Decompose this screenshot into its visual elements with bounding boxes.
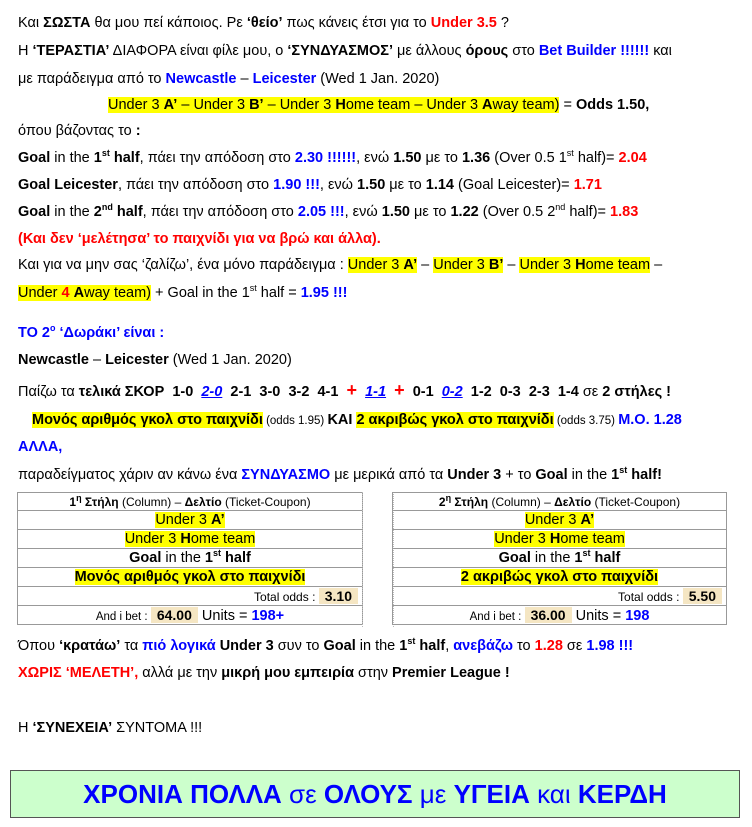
text: 1: [399, 638, 408, 654]
experience-line: [18, 664, 510, 682]
text: nd: [555, 202, 566, 213]
intro-line: [18, 14, 509, 32]
text: ΧΡΟΝΙΑ ΠΟΛΛΑ: [83, 779, 282, 809]
text: ,: [445, 638, 454, 654]
text: in the: [567, 467, 612, 483]
text: στην: [353, 665, 393, 681]
table-row: Under 3 A’: [393, 511, 727, 530]
text: :: [135, 123, 141, 139]
text: ΣΥΝΔΥΑΣΜΟ: [241, 467, 331, 483]
text: –: [650, 257, 663, 273]
text: half)=: [565, 204, 611, 220]
text: θα μου πεί κάποιος. Ρε: [90, 15, 247, 31]
text: Newcastle: [18, 352, 89, 368]
text: 2.04: [618, 150, 647, 166]
text: ‘ΤΕΡΑΣΤΙΑ’: [32, 43, 110, 59]
text: Παίζω τα: [18, 384, 79, 400]
text: Under 3: [447, 467, 502, 483]
text: –: [263, 97, 280, 113]
text: B’: [249, 97, 264, 113]
text: , πάει την απόδοση στο: [142, 204, 298, 220]
score: 1-1: [365, 384, 387, 400]
text: τελικά ΣΚΟΡ: [78, 384, 165, 400]
text: 1.50: [381, 204, 410, 220]
text: ?: [496, 15, 509, 31]
text: όπου βάζοντας το: [18, 123, 136, 139]
table-header: $1^\eta$ Στήλη (Column) – Δελτίο (Ticket-Coupon): [18, 493, 363, 511]
table-row: Under 3 Home team: [18, 530, 363, 549]
text: Under 3: [279, 97, 336, 113]
text: A’: [403, 257, 418, 273]
scores-line: [18, 381, 671, 401]
bet-row: And i bet : 36.00 Units = 198: [393, 606, 727, 625]
text: 1.28: [534, 638, 563, 654]
text: (Goal Leicester)=: [454, 177, 574, 193]
score: 3-0: [259, 384, 281, 400]
text: Under 3: [433, 257, 489, 273]
text: ΣΥΝΤΟΜΑ !!!: [112, 720, 203, 736]
text: Under: [18, 285, 62, 301]
bets-line: [32, 411, 682, 430]
text: in the: [50, 150, 94, 166]
text: H: [575, 257, 586, 273]
text: –: [503, 257, 520, 273]
combo-line: [108, 96, 649, 114]
text: 1.95 !!!: [300, 285, 348, 301]
text: 1.50: [357, 177, 386, 193]
text: –: [236, 71, 253, 87]
text: Και: [18, 15, 44, 31]
text: Η: [18, 720, 33, 736]
score: 1-4: [557, 384, 579, 400]
table-row: Under 3 A’: [18, 511, 363, 530]
text: (Wed 1 Jan. 2020): [316, 71, 440, 87]
text: , ενώ: [344, 204, 382, 220]
text: half)=: [573, 150, 619, 166]
text: , ενώ: [356, 150, 394, 166]
greeting-banner: [10, 770, 740, 818]
text: με μερικά από τα: [330, 467, 448, 483]
text: 4: [61, 285, 70, 301]
text: Μονός αριθμός γκολ στο παιχνίδι: [32, 412, 263, 428]
total-odds-row: Total odds : 5.50: [393, 587, 727, 606]
text: με: [412, 779, 454, 809]
text: αλλά με την: [138, 665, 222, 681]
text: και: [649, 43, 672, 59]
text: way team): [84, 285, 152, 301]
text: ανεβάζω: [453, 638, 513, 654]
text: , ενώ: [319, 177, 358, 193]
text: ‘ΣΥΝΕΧΕΙΑ’: [32, 720, 113, 736]
text: πιό λογικά: [142, 638, 216, 654]
text: st: [249, 283, 257, 294]
text: συν το: [273, 638, 324, 654]
text: παραδείγματος χάριν αν κάνω ένα: [18, 467, 242, 483]
where-line: [18, 122, 141, 140]
text: Η: [18, 43, 33, 59]
text: 1.14: [425, 177, 454, 193]
text: 2.30 !!!!!!: [294, 150, 357, 166]
score: 4-1: [317, 384, 339, 400]
second-gift-title: [18, 324, 164, 342]
conclusion-line: [18, 637, 633, 655]
text: Leicester: [105, 352, 169, 368]
table-row: Goal in the 1st half: [18, 549, 363, 568]
text: ome team: [345, 97, 411, 113]
match-line: [18, 70, 439, 88]
bet-row: And i bet : 64.00 Units = 198+: [18, 606, 363, 625]
text: ΔΙΑΦΟΡΑ είναι φίλε μου, ο: [109, 43, 288, 59]
text: (odds 1.95): [262, 415, 328, 427]
text: Odds 1.50,: [575, 97, 650, 113]
text: Bet Builder !!!!!!: [538, 43, 650, 59]
text: Under 3: [519, 257, 576, 273]
coupon-table-2: [392, 492, 727, 625]
but-line: ΑΛΛΑ,: [18, 439, 63, 455]
text: το: [513, 638, 535, 654]
text: με άλλους: [393, 43, 466, 59]
text: + το: [501, 467, 536, 483]
text: st: [619, 465, 628, 476]
text: –: [177, 97, 194, 113]
text: 1: [93, 150, 102, 166]
text: ‘κρατάω’: [59, 638, 121, 654]
text: 2.05 !!!: [297, 204, 345, 220]
text: + Goal in the 1: [151, 285, 250, 301]
text: μικρή μου εμπειρία: [221, 665, 354, 681]
score: 0-3: [499, 384, 521, 400]
table-header: $2^\eta$ Στήλη (Column) – Δελτίο (Ticket-Coupon): [393, 493, 727, 511]
text: Μ.Ο. 1.28: [618, 412, 682, 428]
text: με παράδειγμα από το: [18, 71, 166, 87]
score: 3-2: [288, 384, 310, 400]
text: Goal Leicester: [18, 177, 118, 193]
text: και: [529, 779, 578, 809]
text: , πάει την απόδοση στο: [139, 150, 295, 166]
text: Και για να μην σας ‘ζαλίζω’, ένα μόνο παράδειγμα :: [18, 257, 348, 273]
text: Newcastle: [165, 71, 237, 87]
text: =: [559, 97, 576, 113]
text: ΤΟ 2: [18, 325, 50, 341]
text: (Over 0.5 2: [478, 204, 556, 220]
goal-first-half-line: [18, 149, 647, 167]
text: ‘θείο’: [246, 15, 283, 31]
score: 2-0: [201, 384, 223, 400]
text: Leicester: [252, 71, 317, 87]
text: ο: [49, 323, 56, 334]
goal-second-half-line: [18, 203, 638, 221]
text: Όπου: [18, 638, 60, 654]
match-line-2: [18, 351, 292, 369]
table-row: Goal in the 1st half: [393, 549, 727, 568]
text: Goal: [323, 638, 356, 654]
text: ΣΩΣΤΑ: [43, 15, 91, 31]
text: half!: [627, 467, 662, 483]
text: Under 3: [108, 97, 164, 113]
text: 2: [93, 204, 102, 220]
text: (odds 3.75): [553, 415, 619, 427]
text: half: [109, 150, 140, 166]
text: st: [566, 148, 574, 159]
text: ΚΕΡΔΗ: [577, 779, 667, 809]
text: σε: [281, 779, 324, 809]
text: , πάει την απόδοση στο: [117, 177, 274, 193]
text: way team): [492, 97, 560, 113]
text: 1.71: [573, 177, 602, 193]
total-odds-row: Total odds : 3.10: [18, 587, 363, 606]
table-row: 2 ακριβώς γκολ στο παιχνίδι: [393, 568, 727, 587]
text: ome team: [585, 257, 651, 273]
text: in the: [50, 204, 94, 220]
text: σε: [578, 384, 603, 400]
continuation-line: [18, 719, 202, 737]
table-row: Under 3 Home team: [393, 530, 727, 549]
score: 0-2: [441, 384, 463, 400]
text: Under 3.5: [430, 15, 497, 31]
text: –: [88, 352, 106, 368]
note-line: (Και δεν ‘μελέτησα’ το παιχνίδι για να βρώ και άλλα).: [18, 231, 381, 247]
example-line: [18, 256, 662, 274]
text: 1.98 !!!: [586, 638, 634, 654]
text: (Over 0.5 1: [490, 150, 567, 166]
text: st: [407, 636, 416, 647]
text: 1.50: [393, 150, 422, 166]
difference-line: [18, 42, 672, 60]
text: με το: [421, 150, 462, 166]
text: –: [417, 257, 434, 273]
text: ‘ΣΥΝΔΥΑΣΜΟΣ’: [287, 43, 393, 59]
text: A: [73, 285, 85, 301]
text: nd: [101, 202, 113, 213]
score: 2-1: [230, 384, 252, 400]
text: A: [482, 97, 493, 113]
text: half: [415, 638, 446, 654]
text: Premier League !: [392, 665, 510, 681]
text: half =: [256, 285, 301, 301]
score: 0-1: [412, 384, 434, 400]
text: ΧΩΡΙΣ ‘ΜΕΛΕΤΗ’,: [18, 665, 139, 681]
text: Goal: [18, 150, 51, 166]
column-gap: [362, 492, 394, 627]
example-combo-line: [18, 466, 662, 484]
example-line-2: [18, 284, 347, 302]
text: ΚΑΙ: [327, 412, 353, 428]
text: 1.83: [610, 204, 639, 220]
text: 2 ακριβώς γκολ στο παιχνίδι: [356, 412, 554, 428]
text: Goal: [18, 204, 51, 220]
coupon-table-1: [17, 492, 363, 625]
text: πως κάνεις έτσι για το: [282, 15, 431, 31]
plus-sign: +: [394, 380, 405, 400]
text: st: [101, 148, 110, 159]
text: Under 3: [347, 257, 404, 273]
text: Under 3: [426, 97, 483, 113]
text: ‘Δωράκι’ είναι :: [55, 325, 165, 341]
score: 1-2: [470, 384, 492, 400]
text: με το: [409, 204, 451, 220]
text: όρους: [465, 43, 509, 59]
text: –: [410, 97, 427, 113]
text: 1.36: [461, 150, 491, 166]
text: 2 στήλες !: [602, 384, 671, 400]
text: A’: [163, 97, 178, 113]
text: Under 3: [193, 97, 250, 113]
score: 2-3: [528, 384, 550, 400]
text: (Wed 1 Jan. 2020): [168, 352, 292, 368]
text: H: [335, 97, 346, 113]
text: Under 3: [219, 638, 274, 654]
score: 1-0: [172, 384, 194, 400]
text: στο: [508, 43, 539, 59]
text: 1: [611, 467, 620, 483]
text: 1.22: [450, 204, 479, 220]
text: in the: [355, 638, 400, 654]
text: B’: [488, 257, 504, 273]
text: half: [112, 204, 143, 220]
text: ΥΓΕΙΑ: [453, 779, 530, 809]
plus-sign: +: [346, 380, 358, 400]
goal-leicester-line: [18, 176, 602, 194]
table-row: Μονός αριθμός γκολ στο παιχνίδι: [18, 568, 363, 587]
text: ΟΛΟΥΣ: [323, 779, 413, 809]
text: σε: [562, 638, 587, 654]
text: τα: [120, 638, 143, 654]
text: με το: [385, 177, 426, 193]
text: Goal: [535, 467, 568, 483]
text: 1.90 !!!: [273, 177, 320, 193]
